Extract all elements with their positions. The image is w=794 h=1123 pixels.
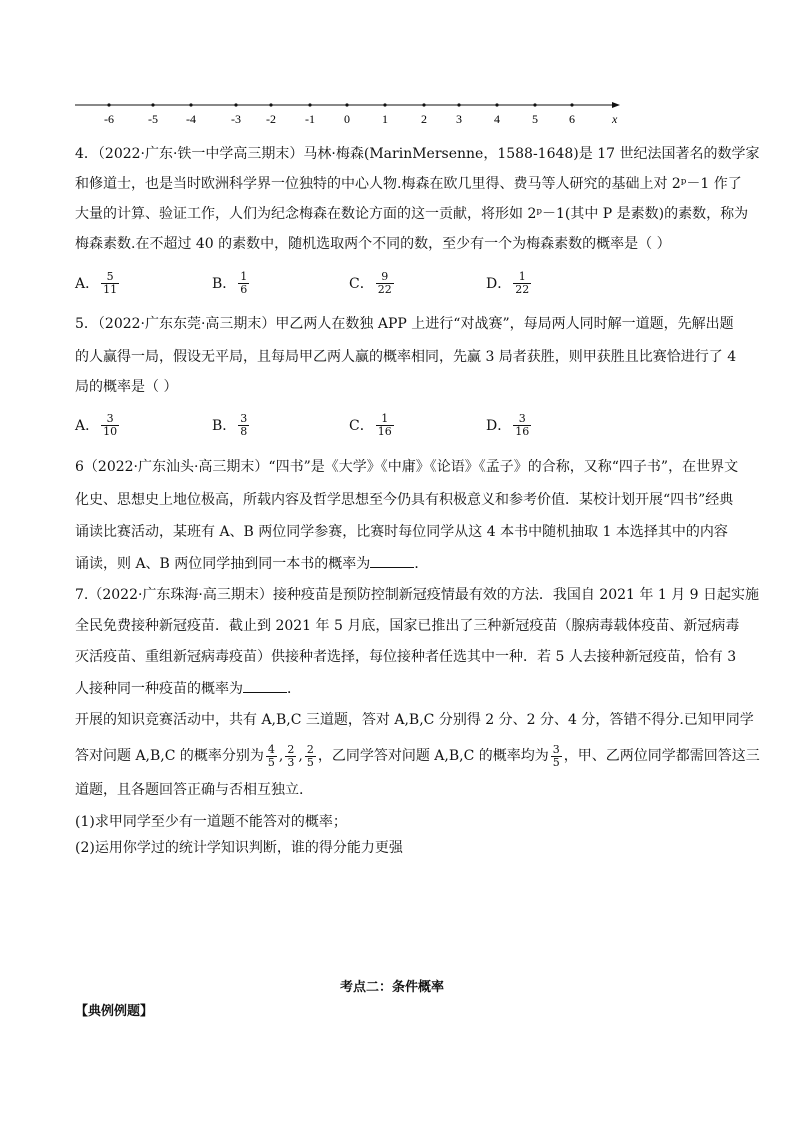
number-line-tick <box>345 103 348 106</box>
q8-line-1: 开展的知识竞赛活动中，共有 A,B,C 三道题，答对 A,B,C 分别得 2 分、2 分、4 分，答错不得分.已知甲同学 <box>75 712 754 728</box>
denominator: 22 <box>515 283 530 296</box>
fraction <box>238 271 249 296</box>
denominator: 16 <box>515 425 530 438</box>
numerator: 3 <box>552 742 560 756</box>
q8-sub-2: (2)运用你学过的统计学知识判断，谁的得分能力更强 <box>75 840 403 856</box>
number-line-tick <box>422 103 425 106</box>
number-line-label: 6 <box>569 112 575 126</box>
option-label: D． <box>486 275 512 292</box>
q4-line-3: 大量的计算、验证工作，人们为纪念梅森在数论方面的这一贡献，将形如 2ᵖ－1(其中 P 是素数)的素数，称为 <box>75 206 749 222</box>
q5-line-2: 的人赢得一局，假设无平局，且每局甲乙两人赢的概率相同，先赢 3 局者获胜，则甲获胜且比赛恰进行了 4 <box>75 349 737 365</box>
numerator: 9 <box>376 271 394 284</box>
number-line-tick <box>189 103 192 106</box>
denominator: 8 <box>240 425 248 438</box>
fraction <box>285 744 296 769</box>
fraction <box>101 413 119 438</box>
q5-line-1: 5．（2022·广东东莞·高三期末）甲乙两人在数独 APP 上进行“对战赛”，每局两人同时解一道题，先解出题 <box>75 316 734 332</box>
section-title: 考点二：条件概率 <box>340 980 445 995</box>
fraction <box>551 744 562 769</box>
answer-blank[interactable] <box>243 678 287 693</box>
number-line-label: 3 <box>456 112 462 126</box>
q5-option-c[interactable] <box>349 413 396 438</box>
numerator: 3 <box>101 413 119 426</box>
number-line-tick <box>308 103 311 106</box>
numerator: 5 <box>101 271 119 284</box>
answer-blank[interactable] <box>370 553 414 568</box>
axis-variable-label: x <box>612 112 618 126</box>
number-line-label: 0 <box>344 112 350 126</box>
number-line-graphic <box>75 96 620 126</box>
number-line-tick <box>269 103 272 106</box>
q7-line-4: 人接种同一种疫苗的概率为 ． <box>75 678 301 699</box>
q6-line-3: 诵读比赛活动，某班有 A、B 两位同学参赛，比赛时每位同学从这 4 本书中随机抽取 1 本选择其中的内容 <box>75 524 728 540</box>
denominator: 5 <box>267 755 275 769</box>
q5-line-3: 局的概率是（ ） <box>75 379 178 395</box>
numerator: 3 <box>513 413 531 426</box>
denominator: 3 <box>287 755 295 769</box>
q7-line-2: 全民免费接种新冠疫苗．截止到 2021 年 5 月底，国家已推出了三种新冠疫苗（腺病毒载体疫苗、新冠病毒 <box>75 618 740 634</box>
fraction <box>376 413 394 438</box>
q5-option-a[interactable] <box>75 413 121 438</box>
option-label: C． <box>349 275 374 292</box>
number-line-label: 5 <box>532 112 538 126</box>
fraction <box>376 271 394 296</box>
q6-line-2: 化史、思想史上地位极高，所载内容及哲学思想至今仍具有积极意义和参考价值．某校计划开展“四书”经典 <box>75 492 734 508</box>
q4-option-d[interactable] <box>486 271 533 296</box>
option-label: A． <box>75 417 100 434</box>
q4-line-2: 和修道士，也是当时欧洲科学界一位独特的中心人物.梅森在欧几里得、费马等人研究的基础上对 2ᵖ－1 作了 <box>75 176 742 192</box>
q4-option-c[interactable] <box>349 271 396 296</box>
fraction <box>513 271 531 296</box>
number-line-tick <box>151 103 154 106</box>
option-label: A． <box>75 275 100 292</box>
number-line-tick <box>234 103 237 106</box>
fraction <box>266 744 277 769</box>
q7-line-1: 7.（2022·广东珠海·高三期末）接种疫苗是预防控制新冠疫情最有效的方法．我国自 2021 年 1 月 9 日起实施 <box>75 587 760 603</box>
denominator: 11 <box>103 283 118 296</box>
number-line-label: 4 <box>494 112 500 126</box>
numerator: 1 <box>513 271 531 284</box>
q8-line-2: 答对问题 A,B,C 的概率分别为 $\frac{4}{5}$ , $\frac{2}{3}$ , $\frac{2}{5}$ ，乙同学答对问题 A,B,C 的概率均为 $\frac{3}{5}$ ，甲、乙两位同学都需回答这三 <box>75 742 760 769</box>
denominator: 22 <box>377 283 392 296</box>
fraction <box>238 413 249 438</box>
number-line-tick <box>457 103 460 106</box>
q5-option-b[interactable] <box>212 413 251 438</box>
q8-sub-1: (1)求甲同学至少有一道题不能答对的概率； <box>75 814 347 830</box>
q6-line-4: 诵读，则 A、B 两位同学抽到同一本书的概率为 ． <box>75 553 428 574</box>
q8-line-2c: ，甲、乙两位同学都需回答这三 <box>563 748 760 764</box>
q7-line-4-text: 人接种同一种疫苗的概率为 <box>75 681 243 697</box>
denominator: 16 <box>377 425 392 438</box>
denominator: 5 <box>306 755 314 769</box>
option-label: B． <box>212 275 237 292</box>
number-line-tick <box>495 103 498 106</box>
denominator: 10 <box>103 425 118 438</box>
number-line-label: 1 <box>382 112 388 126</box>
q8-line-2a: 答对问题 A,B,C 的概率分别为 <box>75 748 264 764</box>
q7-line-3: 灭活疫苗、重组新冠病毒疫苗）供接种者选择，每位接种者任选其中一种．若 5 人去接种新冠疫苗，恰有 3 <box>75 649 737 665</box>
denominator: 6 <box>240 283 248 296</box>
number-line-label: -5 <box>148 112 158 126</box>
q6-line-4-text: 诵读，则 A、B 两位同学抽到同一本书的概率为 <box>75 556 371 572</box>
number-line-label: -1 <box>305 112 315 126</box>
number-line-tick <box>570 103 573 106</box>
option-label: B． <box>212 417 237 434</box>
number-line-label: -6 <box>104 112 114 126</box>
q4-option-b[interactable] <box>212 271 251 296</box>
q8-line-3: 道题，且各题回答正确与否相互独立. <box>75 782 304 798</box>
number-line-label: -4 <box>186 112 196 126</box>
numerator: 2 <box>287 742 295 756</box>
numerator: 4 <box>267 742 275 756</box>
number-line-label: -3 <box>231 112 241 126</box>
fraction <box>305 744 316 769</box>
q4-line-4: 梅森素数.在不超过 40 的素数中，随机选取两个不同的数，至少有一个为梅森素数的概率是（ ） <box>75 236 671 252</box>
number-line-arrow <box>612 102 620 108</box>
numerator: 1 <box>376 413 394 426</box>
q4-option-a[interactable] <box>75 271 121 296</box>
fraction <box>513 413 531 438</box>
number-line-tick <box>107 103 110 106</box>
q5-option-d[interactable] <box>486 413 533 438</box>
q6-line-1: 6（2022·广东汕头·高三期末）“四书”是《大学》《中庸》《论语》《孟子》的合称，又称“四子书”，在世界文 <box>75 459 739 475</box>
q4-line-1: 4．（2022·广东·铁一中学高三期末）马林·梅森(MarinMersenne，1588-1648)是 17 世纪法国著名的数学家 <box>75 146 760 162</box>
number-line <box>75 96 620 126</box>
option-label: C． <box>349 417 374 434</box>
q8-line-2b: ，乙同学答对问题 A,B,C 的概率均为 <box>317 748 549 764</box>
numerator: 1 <box>240 270 248 283</box>
numerator: 3 <box>240 412 248 425</box>
number-line-label: 2 <box>421 112 427 126</box>
number-line-label: -2 <box>266 112 276 126</box>
numerator: 2 <box>306 742 314 756</box>
example-heading: 【典例例题】 <box>75 1004 154 1019</box>
option-label: D． <box>486 417 512 434</box>
number-line-tick <box>383 103 386 106</box>
denominator: 5 <box>552 755 560 769</box>
fraction <box>101 271 119 296</box>
number-line-tick <box>533 103 536 106</box>
